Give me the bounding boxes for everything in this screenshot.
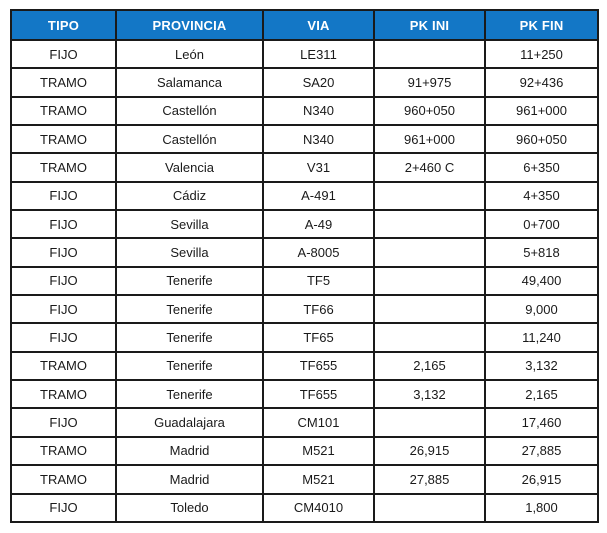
cell-via: A-8005 xyxy=(263,238,374,266)
cell-tipo: FIJO xyxy=(11,210,116,238)
cell-via: M521 xyxy=(263,465,374,493)
cell-tipo: FIJO xyxy=(11,295,116,323)
cell-pk-ini: 960+050 xyxy=(374,97,485,125)
cell-pk-ini xyxy=(374,238,485,266)
table-row xyxy=(11,125,598,153)
cell-via: A-49 xyxy=(263,210,374,238)
cell-provincia: Sevilla xyxy=(116,238,263,266)
table-header xyxy=(11,10,598,40)
cell-pk-ini: 91+975 xyxy=(374,68,485,96)
cell-pk-ini: 2,165 xyxy=(374,352,485,380)
cell-pk-ini: 961+000 xyxy=(374,125,485,153)
cell-pk-fin: 27,885 xyxy=(485,437,598,465)
cell-pk-ini xyxy=(374,182,485,210)
cell-provincia: Valencia xyxy=(116,153,263,181)
table-row xyxy=(11,68,598,96)
cell-tipo: TRAMO xyxy=(11,68,116,96)
column-header-provincia: PROVINCIA xyxy=(116,10,263,40)
cell-tipo: TRAMO xyxy=(11,125,116,153)
cell-provincia: Tenerife xyxy=(116,352,263,380)
cell-pk-ini xyxy=(374,408,485,436)
cell-via: CM4010 xyxy=(263,494,374,523)
cell-pk-fin: 6+350 xyxy=(485,153,598,181)
table-row xyxy=(11,97,598,125)
road-sections-table xyxy=(10,9,597,523)
table-row xyxy=(11,210,598,238)
cell-pk-fin: 961+000 xyxy=(485,97,598,125)
table-row xyxy=(11,380,598,408)
cell-provincia: León xyxy=(116,40,263,68)
table-row xyxy=(11,238,598,266)
table-row xyxy=(11,323,598,351)
cell-via: M521 xyxy=(263,437,374,465)
cell-tipo: TRAMO xyxy=(11,97,116,125)
cell-provincia: Castellón xyxy=(116,97,263,125)
cell-provincia: Guadalajara xyxy=(116,408,263,436)
cell-pk-ini: 3,132 xyxy=(374,380,485,408)
cell-tipo: FIJO xyxy=(11,267,116,295)
cell-provincia: Tenerife xyxy=(116,267,263,295)
column-header-pk-fin: PK FIN xyxy=(485,10,598,40)
cell-tipo: FIJO xyxy=(11,323,116,351)
cell-pk-ini xyxy=(374,494,485,523)
table-row xyxy=(11,182,598,210)
cell-via: SA20 xyxy=(263,68,374,96)
cell-pk-fin: 960+050 xyxy=(485,125,598,153)
table-row xyxy=(11,437,598,465)
cell-pk-ini xyxy=(374,40,485,68)
cell-pk-fin: 0+700 xyxy=(485,210,598,238)
cell-tipo: FIJO xyxy=(11,408,116,436)
cell-via: TF65 xyxy=(263,323,374,351)
cell-provincia: Salamanca xyxy=(116,68,263,96)
header-row xyxy=(11,10,598,40)
cell-pk-fin: 26,915 xyxy=(485,465,598,493)
cell-provincia: Tenerife xyxy=(116,380,263,408)
cell-provincia: Cádiz xyxy=(116,182,263,210)
column-header-via: VIA xyxy=(263,10,374,40)
table-row xyxy=(11,408,598,436)
cell-pk-fin: 2,165 xyxy=(485,380,598,408)
cell-via: CM101 xyxy=(263,408,374,436)
table-row xyxy=(11,465,598,493)
cell-tipo: TRAMO xyxy=(11,437,116,465)
cell-via: N340 xyxy=(263,125,374,153)
cell-tipo: FIJO xyxy=(11,182,116,210)
cell-via: V31 xyxy=(263,153,374,181)
cell-via: TF655 xyxy=(263,352,374,380)
cell-tipo: FIJO xyxy=(11,494,116,523)
table-body xyxy=(11,40,598,522)
cell-pk-ini xyxy=(374,210,485,238)
cell-pk-fin: 9,000 xyxy=(485,295,598,323)
cell-via: LE311 xyxy=(263,40,374,68)
cell-pk-fin: 4+350 xyxy=(485,182,598,210)
cell-pk-ini xyxy=(374,267,485,295)
table-row xyxy=(11,295,598,323)
cell-provincia: Sevilla xyxy=(116,210,263,238)
cell-pk-fin: 11,240 xyxy=(485,323,598,351)
cell-via: TF66 xyxy=(263,295,374,323)
cell-pk-ini xyxy=(374,295,485,323)
data-table xyxy=(10,9,599,523)
column-header-pk-ini: PK INI xyxy=(374,10,485,40)
cell-pk-fin: 5+818 xyxy=(485,238,598,266)
table-row xyxy=(11,267,598,295)
cell-provincia: Madrid xyxy=(116,465,263,493)
cell-tipo: FIJO xyxy=(11,40,116,68)
cell-provincia: Tenerife xyxy=(116,323,263,351)
cell-via: TF5 xyxy=(263,267,374,295)
cell-pk-fin: 49,400 xyxy=(485,267,598,295)
cell-via: A-491 xyxy=(263,182,374,210)
cell-pk-ini: 26,915 xyxy=(374,437,485,465)
cell-via: TF655 xyxy=(263,380,374,408)
column-header-tipo: TIPO xyxy=(11,10,116,40)
cell-via: N340 xyxy=(263,97,374,125)
cell-pk-ini: 2+460 C xyxy=(374,153,485,181)
cell-pk-fin: 1,800 xyxy=(485,494,598,523)
cell-pk-fin: 11+250 xyxy=(485,40,598,68)
cell-tipo: TRAMO xyxy=(11,380,116,408)
cell-provincia: Madrid xyxy=(116,437,263,465)
cell-tipo: TRAMO xyxy=(11,153,116,181)
cell-pk-ini: 27,885 xyxy=(374,465,485,493)
table-row xyxy=(11,40,598,68)
cell-pk-fin: 17,460 xyxy=(485,408,598,436)
table-row xyxy=(11,153,598,181)
cell-provincia: Castellón xyxy=(116,125,263,153)
cell-provincia: Tenerife xyxy=(116,295,263,323)
cell-tipo: TRAMO xyxy=(11,352,116,380)
table-row xyxy=(11,494,598,523)
table-row xyxy=(11,352,598,380)
cell-pk-fin: 3,132 xyxy=(485,352,598,380)
cell-pk-fin: 92+436 xyxy=(485,68,598,96)
cell-provincia: Toledo xyxy=(116,494,263,523)
cell-tipo: TRAMO xyxy=(11,465,116,493)
cell-tipo: FIJO xyxy=(11,238,116,266)
cell-pk-ini xyxy=(374,323,485,351)
